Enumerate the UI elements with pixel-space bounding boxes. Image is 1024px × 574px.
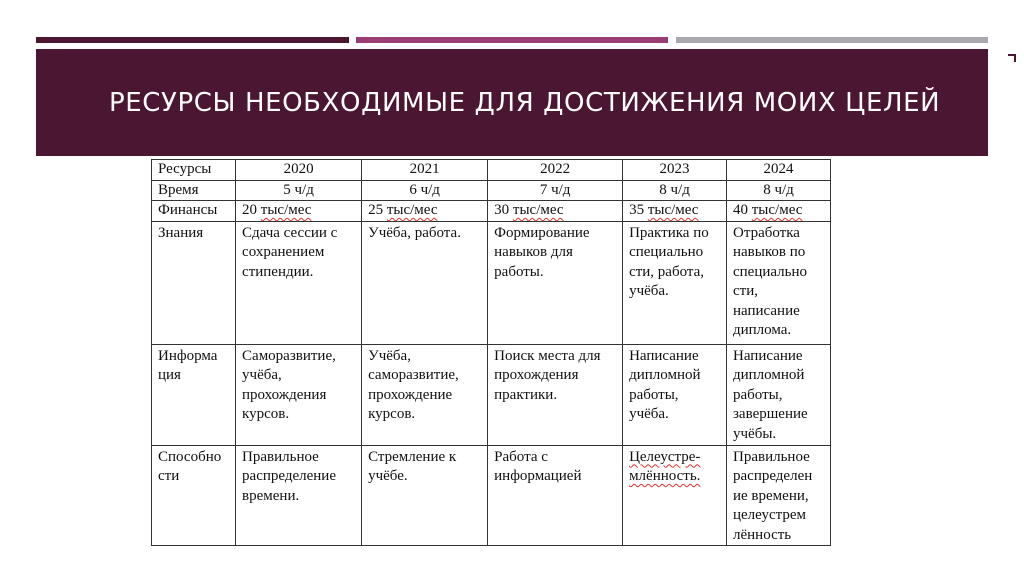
table-cell: 5 ч/д bbox=[236, 180, 362, 201]
resources-table-wrap bbox=[151, 159, 831, 546]
table-cell: 8 ч/д bbox=[623, 180, 727, 201]
corner-decoration-icon bbox=[1008, 54, 1016, 62]
table-cell: Правильное распределение времени. bbox=[236, 445, 362, 546]
table-cell: Работа с информацией bbox=[488, 445, 623, 546]
stripe-magenta bbox=[356, 37, 668, 43]
table-row-abilities bbox=[152, 445, 831, 546]
row-label: Информа ция bbox=[152, 344, 236, 445]
top-stripes bbox=[36, 37, 988, 43]
slide-title: РЕСУРСЫ НЕОБХОДИМЫЕ ДЛЯ ДОСТИЖЕНИЯ МОИХ ЦЕЛЕЙ bbox=[109, 87, 941, 118]
table-cell bbox=[362, 201, 488, 222]
table-cell bbox=[488, 201, 623, 222]
table-cell: Поиск места для прохождения практики. bbox=[488, 344, 623, 445]
table-cell: Отработка навыков по специально сти, написание диплома. bbox=[727, 221, 831, 344]
table-cell: Практика по специально сти, работа, учёба. bbox=[623, 221, 727, 344]
table-row-information bbox=[152, 344, 831, 445]
table-cell: Учёба, работа. bbox=[362, 221, 488, 344]
finance-amount: 35 bbox=[629, 202, 645, 218]
table-cell: 6 ч/д bbox=[362, 180, 488, 201]
table-cell bbox=[623, 201, 727, 222]
table-cell: Правильное распределен ие времени, целеустрем лённость bbox=[727, 445, 831, 546]
row-label: Время bbox=[152, 180, 236, 201]
header-cell: 2023 bbox=[623, 160, 727, 181]
title-banner bbox=[36, 49, 988, 156]
finance-unit: тыс/мес bbox=[751, 202, 803, 218]
header-cell: Ресурсы bbox=[152, 160, 236, 181]
row-label: Способно сти bbox=[152, 445, 236, 546]
table-cell: Сдача сессии с сохранением стипендии. bbox=[236, 221, 362, 344]
table-cell-text: Целеустре-млённость. bbox=[629, 448, 701, 484]
finance-unit: тыс/мес bbox=[260, 202, 312, 218]
header-cell: 2024 bbox=[727, 160, 831, 181]
stripe-gray bbox=[676, 37, 988, 43]
finance-amount: 20 bbox=[242, 202, 258, 218]
table-row-finance bbox=[152, 201, 831, 222]
table-cell: Саморазвитие, учёба, прохождения курсов. bbox=[236, 344, 362, 445]
header-cell: 2020 bbox=[236, 160, 362, 181]
table-cell: 8 ч/д bbox=[727, 180, 831, 201]
table-cell: Написание дипломной работы, завершение учёбы. bbox=[727, 344, 831, 445]
header-cell: 2022 bbox=[488, 160, 623, 181]
header-cell: 2021 bbox=[362, 160, 488, 181]
table-row-time bbox=[152, 180, 831, 201]
finance-unit: тыс/мес bbox=[512, 202, 564, 218]
table-row-knowledge bbox=[152, 221, 831, 344]
finance-amount: 25 bbox=[368, 202, 384, 218]
table-cell bbox=[727, 201, 831, 222]
table-cell: Формирование навыков для работы. bbox=[488, 221, 623, 344]
row-label: Знания bbox=[152, 221, 236, 344]
finance-unit: тыс/мес bbox=[647, 202, 699, 218]
finance-unit: тыс/мес bbox=[386, 202, 438, 218]
table-cell bbox=[236, 201, 362, 222]
stripe-dark bbox=[36, 37, 349, 43]
row-label: Финансы bbox=[152, 201, 236, 222]
table-cell bbox=[623, 445, 727, 546]
finance-amount: 30 bbox=[494, 202, 510, 218]
table-cell: Учёба, саморазвитие, прохождение курсов. bbox=[362, 344, 488, 445]
finance-amount: 40 bbox=[733, 202, 748, 218]
table-cell: Стремление к учёбе. bbox=[362, 445, 488, 546]
table-cell: 7 ч/д bbox=[488, 180, 623, 201]
table-header-row bbox=[152, 160, 831, 181]
resources-table bbox=[151, 159, 831, 546]
table-cell: Написание дипломной работы, учёба. bbox=[623, 344, 727, 445]
